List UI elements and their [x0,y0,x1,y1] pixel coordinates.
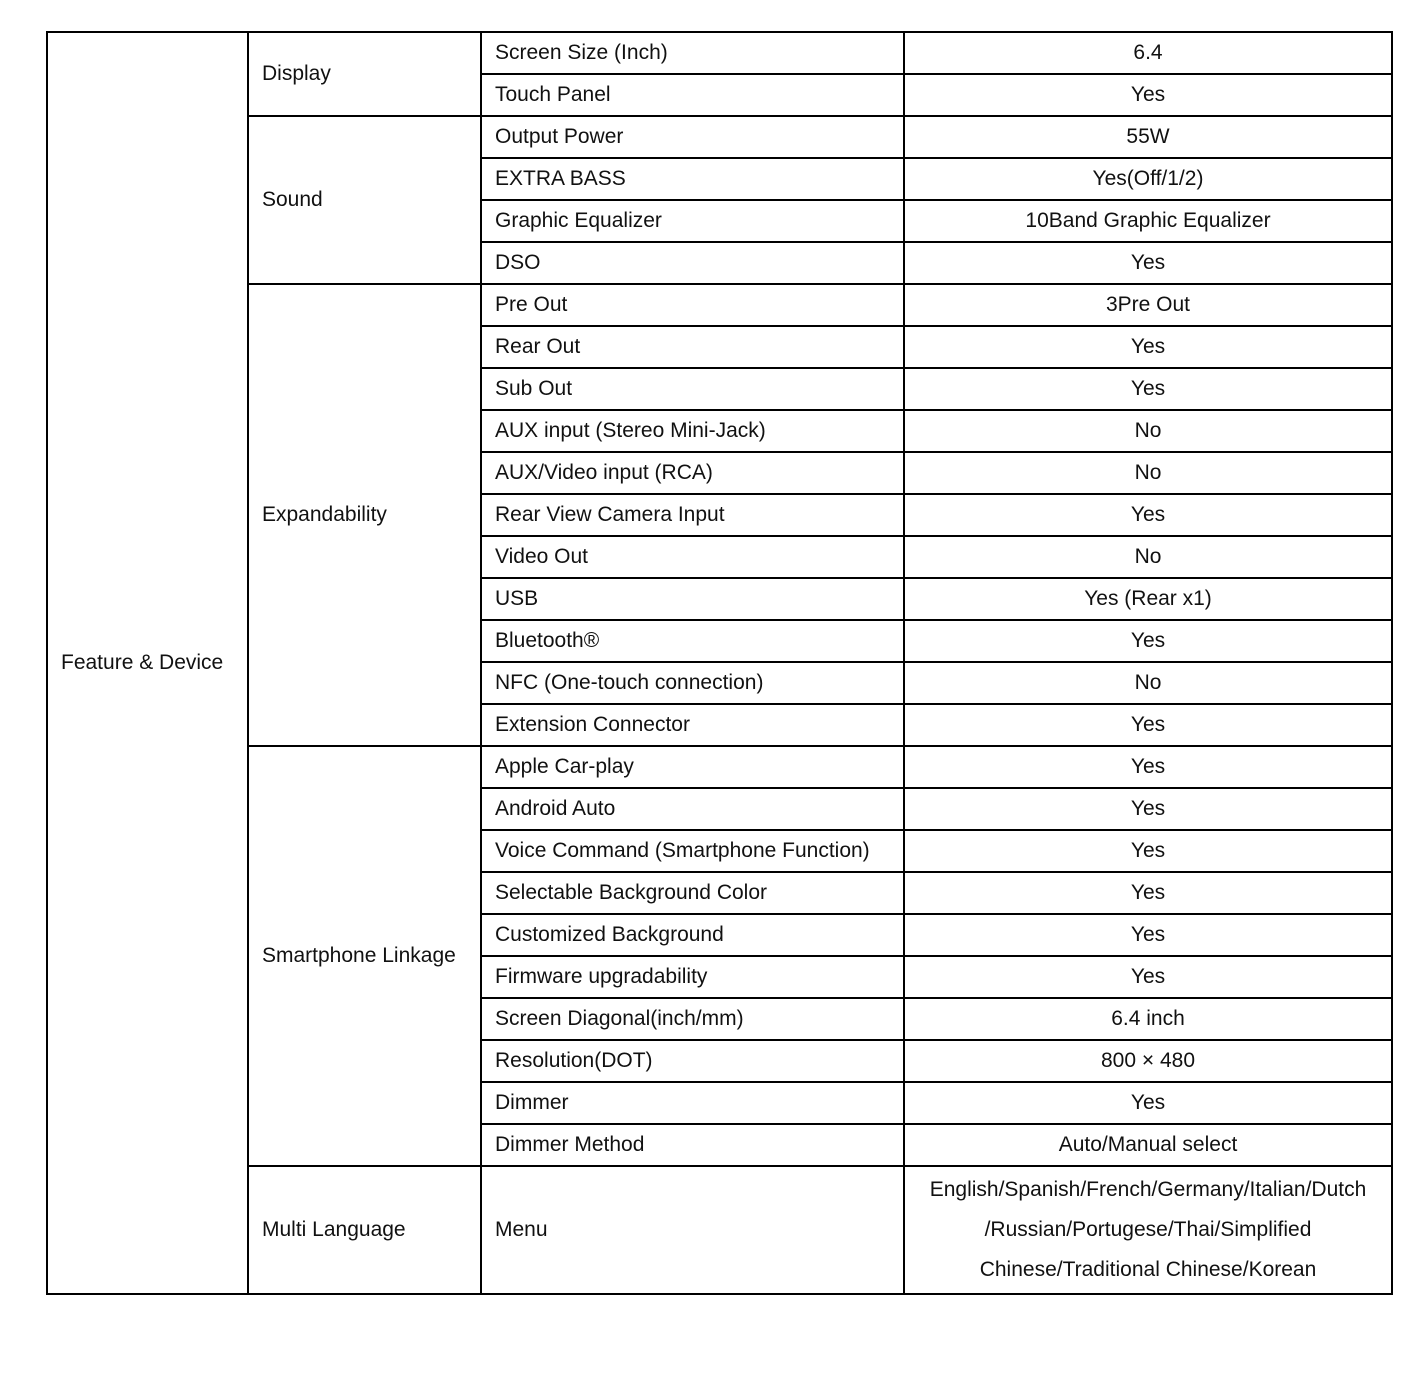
value-cell: Yes [904,1082,1392,1124]
value-cell: Auto/Manual select [904,1124,1392,1166]
feature-cell: Resolution(DOT) [481,1040,904,1082]
value-cell: Yes(Off/1/2) [904,158,1392,200]
value-cell: 6.4 [904,32,1392,74]
feature-cell: Firmware upgradability [481,956,904,998]
table-row [47,1166,1392,1294]
feature-cell: Apple Car-play [481,746,904,788]
feature-cell: Output Power [481,116,904,158]
value-cell: 55W [904,116,1392,158]
value-cell: Yes [904,620,1392,662]
group-cell-expandability: Expandability [248,284,481,746]
value-cell: No [904,662,1392,704]
feature-cell: Voice Command (Smartphone Function) [481,830,904,872]
value-cell: 800 × 480 [904,1040,1392,1082]
feature-cell: Android Auto [481,788,904,830]
value-line: /Russian/Portugese/Thai/Simplified [984,1218,1312,1241]
value-cell: Yes [904,872,1392,914]
feature-cell: Selectable Background Color [481,872,904,914]
feature-cell: AUX/Video input (RCA) [481,452,904,494]
feature-cell: Sub Out [481,368,904,410]
value-cell: Yes [904,242,1392,284]
value-cell: Yes [904,704,1392,746]
table-row [47,284,1392,326]
feature-cell: AUX input (Stereo Mini-Jack) [481,410,904,452]
value-cell: 3Pre Out [904,284,1392,326]
group-cell-display: Display [248,32,481,116]
value-cell: No [904,452,1392,494]
value-cell: Yes [904,494,1392,536]
table-row [47,746,1392,788]
value-line: Chinese/Traditional Chinese/Korean [979,1258,1317,1281]
value-cell: Yes [904,326,1392,368]
table-row [47,32,1392,74]
group-cell-smartphone-linkage: Smartphone Linkage [248,746,481,1166]
feature-cell: Touch Panel [481,74,904,116]
value-cell: Yes (Rear x1) [904,578,1392,620]
feature-cell: Rear View Camera Input [481,494,904,536]
feature-cell: DSO [481,242,904,284]
feature-cell: Video Out [481,536,904,578]
value-cell: Yes [904,368,1392,410]
feature-cell: Dimmer Method [481,1124,904,1166]
value-cell: Yes [904,74,1392,116]
feature-cell: NFC (One-touch connection) [481,662,904,704]
table-row [47,116,1392,158]
feature-cell: Extension Connector [481,704,904,746]
feature-cell: Screen Size (Inch) [481,32,904,74]
feature-cell: Screen Diagonal(inch/mm) [481,998,904,1040]
feature-cell: Graphic Equalizer [481,200,904,242]
feature-cell: Customized Background [481,914,904,956]
main-category-cell: Feature & Device [47,32,248,1294]
value-cell: Yes [904,830,1392,872]
value-cell-multiline [904,1166,1392,1294]
group-cell-multi-language: Multi Language [248,1166,481,1294]
feature-cell: EXTRA BASS [481,158,904,200]
value-cell: Yes [904,956,1392,998]
value-cell: Yes [904,788,1392,830]
feature-cell: Pre Out [481,284,904,326]
value-cell: 10Band Graphic Equalizer [904,200,1392,242]
spec-table [46,31,1393,1295]
value-cell: Yes [904,746,1392,788]
feature-cell: Menu [481,1166,904,1294]
value-cell: 6.4 inch [904,998,1392,1040]
value-cell: No [904,536,1392,578]
feature-cell: Bluetooth® [481,620,904,662]
group-cell-sound: Sound [248,116,481,284]
value-line: English/Spanish/French/Germany/Italian/Dutch [929,1178,1367,1201]
feature-cell: Dimmer [481,1082,904,1124]
value-cell: Yes [904,914,1392,956]
feature-cell: USB [481,578,904,620]
value-cell: No [904,410,1392,452]
feature-cell: Rear Out [481,326,904,368]
